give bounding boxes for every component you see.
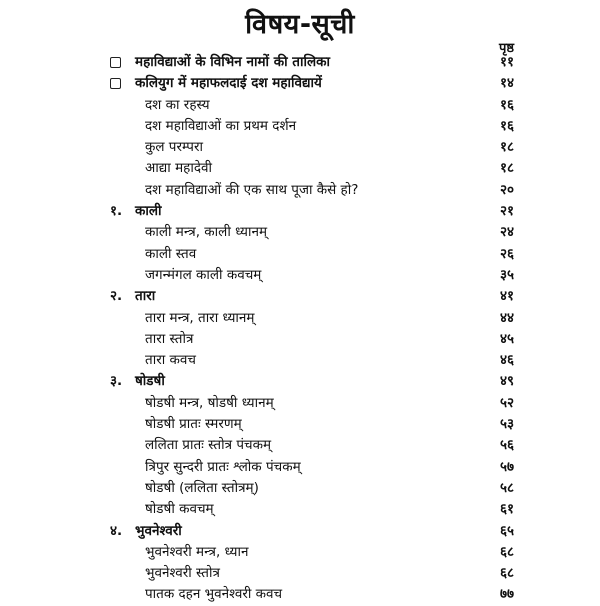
toc-entry — [0, 201, 600, 222]
toc-entry — [0, 542, 600, 563]
section-number: १. — [110, 203, 123, 220]
page-number: १६ — [499, 117, 514, 134]
page-number: ६८ — [499, 565, 514, 582]
section-number: २. — [110, 288, 123, 305]
toc-list — [0, 52, 600, 606]
subsection-title: भुवनेश्वरी मन्त्र, ध्यान — [145, 543, 249, 560]
section-title: भुवनेश्वरी — [135, 522, 182, 539]
page-number: ४५ — [499, 330, 514, 347]
page-number: ११ — [499, 54, 514, 70]
page-number: ५७ — [499, 458, 514, 475]
page-number: ५८ — [499, 479, 514, 496]
toc-entry — [0, 435, 600, 456]
page-number: २१ — [499, 203, 514, 220]
page-number: ४६ — [499, 352, 514, 369]
page-number: ५६ — [499, 437, 514, 454]
section-title: काली — [135, 203, 162, 220]
subsection-title: ललिता प्रातः स्तोत्र पंचकम् — [145, 437, 272, 454]
toc-entry — [0, 414, 600, 435]
toc-entry — [0, 521, 600, 542]
subsection-title: पातक दहन भुवनेश्वरी कवच — [145, 586, 283, 603]
checkbox-square-icon — [110, 78, 121, 89]
toc-entry — [0, 329, 600, 350]
subsection-title: भुवनेश्वरी स्तोत्र — [145, 565, 220, 582]
page-number: २४ — [499, 224, 514, 241]
subsection-title: जगन्मंगल काली कवचम् — [145, 266, 262, 283]
toc-entry — [0, 73, 600, 94]
section-title: षोडषी — [135, 373, 165, 390]
toc-entry — [0, 286, 600, 307]
toc-entry — [0, 457, 600, 478]
subsection-title: षोडषी मन्त्र, षोडषी ध्यानम् — [145, 394, 274, 411]
page-number: ३५ — [499, 266, 514, 283]
page-number: ४४ — [499, 309, 514, 326]
page-number: ५३ — [499, 416, 514, 433]
toc-entry — [0, 499, 600, 520]
page-number: ७७ — [499, 586, 514, 603]
subsection-title: काली स्तव — [145, 245, 197, 262]
page-number: २६ — [499, 245, 514, 262]
subsection-title: षोडषी कवचम् — [145, 501, 214, 518]
toc-entry — [0, 222, 600, 243]
checkbox-square-icon — [110, 57, 121, 68]
toc-entry — [0, 563, 600, 584]
toc-entry — [0, 52, 600, 73]
subsection-title: तारा स्तोत्र — [145, 330, 194, 347]
subsection-title: त्रिपुर सुन्दरी प्रातः श्लोक पंचकम् — [145, 458, 301, 475]
toc-entry — [0, 308, 600, 329]
toc-entry — [0, 371, 600, 392]
page-number: १६ — [499, 96, 514, 113]
page-column-header: पृष्ठ — [498, 41, 514, 56]
page-number: १८ — [499, 160, 514, 177]
subsection-title: दश महाविद्याओं का प्रथम दर्शन — [145, 117, 297, 134]
page-number: ६५ — [499, 522, 514, 539]
toc-entry — [0, 95, 600, 116]
toc-entry — [0, 265, 600, 286]
subsection-title: दश का रहस्य — [145, 96, 210, 113]
page-number: ६१ — [499, 501, 514, 518]
toc-entry — [0, 137, 600, 158]
page-title: विषय-सूची — [245, 9, 355, 40]
toc-entry — [0, 180, 600, 201]
section-number: ३. — [110, 373, 123, 390]
toc-entry — [0, 116, 600, 137]
subsection-title: तारा कवच — [145, 352, 196, 369]
page-number: १८ — [499, 139, 514, 156]
toc-entry — [0, 350, 600, 371]
toc-entry — [0, 158, 600, 179]
toc-entry — [0, 478, 600, 499]
page-number: १४ — [499, 75, 514, 92]
subsection-title: दश महाविद्याओं की एक साथ पूजा कैसे हो? — [145, 181, 359, 198]
toc-entry — [0, 393, 600, 414]
page-number: २० — [499, 181, 514, 198]
subsection-title: तारा मन्त्र, तारा ध्यानम् — [145, 309, 255, 326]
section-number: ४. — [110, 522, 123, 539]
page-number: ४९ — [499, 373, 514, 390]
page-number: ५२ — [499, 394, 514, 411]
subsection-title: षोडषी (ललिता स्तोत्रम्) — [145, 479, 259, 496]
toc-entry — [0, 244, 600, 265]
page-number: ४१ — [499, 288, 514, 305]
section-title: तारा — [135, 288, 156, 305]
subsection-title: काली मन्त्र, काली ध्यानम् — [145, 224, 268, 241]
toc-entry — [0, 584, 600, 605]
section-title: महाविद्याओं के विभिन नामों की तालिका — [135, 54, 331, 70]
subsection-title: कुल परम्परा — [145, 139, 203, 156]
page-number: ६८ — [499, 543, 514, 560]
section-title: कलियुग में महाफलदाई दश महाविद्यायें — [135, 75, 322, 92]
subsection-title: षोडषी प्रातः स्मरणम् — [145, 416, 242, 433]
subsection-title: आद्या महादेवी — [145, 160, 212, 177]
